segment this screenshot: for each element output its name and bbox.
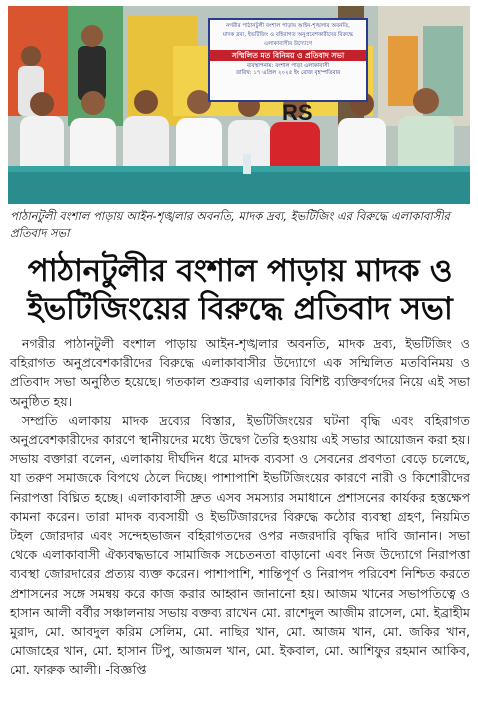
paragraph-2: সম্প্রতি এলাকায় মাদক দ্রব্যের বিস্তার, ইভটিজিংয়ের ঘটনা বৃদ্ধি এবং বহিরাগত অনুপ্রবেশকারীদের কারণে স্থানীয়দের মধ্যে উদ্বেগ তৈরি হওয়ায় এই সভার আয়োজন করা হয়। সভায় বক্তারা বলেন, এলাকায় দীর্ঘদিন ধরে মাদক ব্যবসা ও সেবনের প্রবণতা বেড়ে চলেছে, যা তরুণ সমাজকে বিপথে ঠেলে দিচ্ছে। পাশাপাশি ইভটিজিংয়ের কারণে নারী ও কিশোরীদের নিরাপত্তা বিঘ্নিত হচ্ছে। এলাকাবাসী দ্রুত এসব সমস্যার সমাধানে প্রশাসনের কার্যকর হস্তক্ষেপ কামনা করেন। তারা মাদক ব্যবসায়ী ও ইভটিজারদের বিরুদ্ধে কঠোর ব্যবস্থা গ্রহণ, নিয়মিত টহল জোরদার এবং সন্দেহভাজন বহিরাগতদের ওপর নজরদারি বৃদ্ধির দাবি জানান। সভা থেকে এলাকাবাসী ঐক্যবদ্ধভাবে সামাজিক সচেতনতা বাড়ানো এবং নিজ উদ্যোগে নিরাপত্তা ব্যবস্থা জোরদারের প্রত্যয় ব্যক্ত করেন। পাশাপাশি, শান্তিপূর্ণ ও নিরাপদ পরিবেশ নিশ্চিত করতে প্রশাসনের সঙ্গে সমন্বয় করে কাজ করার আহ্বান জানানো হয়। আজম খানের সভাপতিত্বে ও হাসান আলী বর্বীর সঞ্চালনায় সভায় বক্তব্য রাখেন মো. রাশেদুল আজীম রাসেল, মো. ইব্রাহীম মুরাদ, মো. আবদুল করিম সেলিম, মো. নাছির খান, মো. আজম খান, মো. জকির খান, মোজাহের খান, মো. হাসান টিপু, আজমল খান, মো. ইকবাল, মো. আশিফুর রহমান আকিব, মো. ফারুক আলী। -বিজ্ঞপ্তি [10,412,470,678]
headline-line-1: পাঠানটুলীর বংশাল পাড়ায় মাদক ও [27,253,453,289]
banner-headline: সম্মিলিত মত বিনিময় ও প্রতিবাদ সভা [210,50,366,61]
headline-line-2: ইভটিজিংয়ের বিরুদ্ধে প্রতিবাদ সভা [27,291,453,327]
banner-top-line-3: এলাকাবাসীর উদ্যোগে [263,41,313,47]
event-photo [8,6,470,204]
article-body [10,334,470,680]
article-headline [10,252,470,328]
banner-top-line-2: মাদক দ্রব্য, ইভটিজিং ও বহিরাগত অনুপ্রবেশকারীদের বিরুদ্ধে [222,32,354,38]
event-banner [208,18,368,102]
sign-text: RS [282,100,313,125]
banner-date: তারিখ: ১৭ এপ্রিল ২০২৫ ইং রোজ বৃহস্পতিবার [235,70,341,76]
banner-organizer: ব্যবস্থাপনায়: বংশাল পাড়া এলাকাবাসী [246,63,330,69]
photo-caption: পাঠানটুলী বংশাল পাড়ায় আইন-শৃঙ্খলার অবনতি, মাদক দ্রব্য, ইভটিজিং এর বিরুদ্ধে এলাকাবাসীর প্রতিবাদ সভা [10,209,450,240]
paragraph-1: নগরীর পাঠানটুলী বংশাল পাড়ায় আইন-শৃঙ্খলার অবনতি, মাদক দ্রব্য, ইভটিজিং ও বহিরাগত অনুপ্রবেশকারীদের বিরুদ্ধে এলাকাবাসীর উদ্যোগে এক সম্মিলিত মতবিনিময় ও প্রতিবাদ সভা অনুষ্ঠিত হয়েছে। গতকাল শুক্রবার এলাকার বিশিষ্ট ব্যক্তিবর্গদের নিয়ে এই সভা অনুষ্ঠিত হয়। [10,336,470,409]
banner-top-line-1: নগরীর পাঠানটুলী বংশাল পাড়ায় আইন-শৃঙ্খলার অবনতি, [226,23,350,29]
